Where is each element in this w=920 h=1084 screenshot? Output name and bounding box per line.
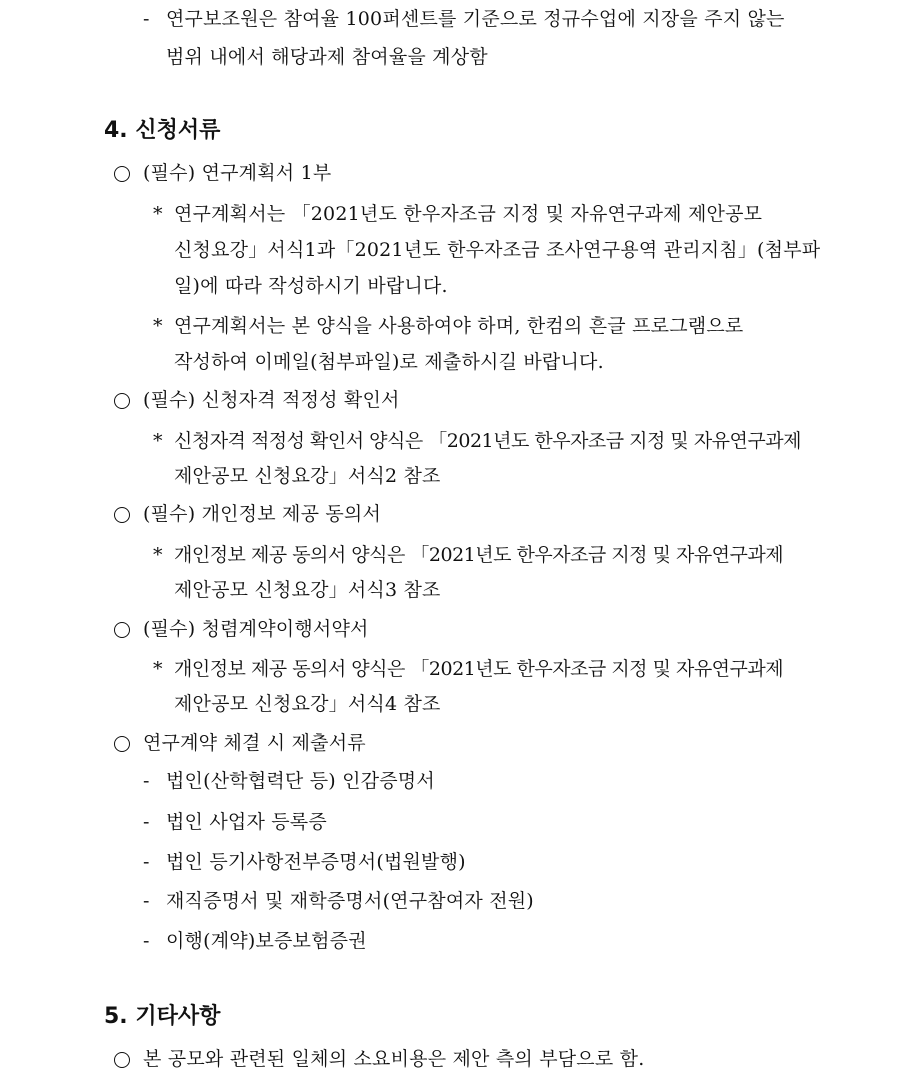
circle-bullet-icon xyxy=(114,393,130,409)
item-text: 연구보조원은 참여율 100퍼센트를 기준으로 정규수업에 지장을 주지 않는 xyxy=(166,8,785,30)
section-heading: 5. 기타사항 xyxy=(104,1004,221,1029)
note-text: 제안공모 신청요강」서식4 참조 xyxy=(174,693,441,715)
dash-marker: - xyxy=(143,890,150,912)
asterisk-marker: * xyxy=(153,658,163,680)
note-text: 개인정보 제공 동의서 양식은 「2021년도 한우자조금 지정 및 자유연구과제 xyxy=(174,658,784,680)
dash-marker: - xyxy=(143,811,150,833)
dash-text: 재직증명서 및 재학증명서(연구참여자 전원) xyxy=(166,890,534,912)
dash-text: 법인 사업자 등록증 xyxy=(166,811,327,833)
note-text: 연구계획서는 「2021년도 한우자조금 지정 및 자유연구과제 제안공모 xyxy=(174,203,763,225)
asterisk-marker: * xyxy=(153,315,163,337)
dash-marker: - xyxy=(143,8,150,30)
circle-bullet-icon xyxy=(114,507,130,523)
note-text: 신청자격 적정성 확인서 양식은 「2021년도 한우자조금 지정 및 자유연구과제 xyxy=(174,430,801,452)
dash-marker: - xyxy=(143,851,150,873)
dash-marker: - xyxy=(143,770,150,792)
asterisk-marker: * xyxy=(153,544,163,566)
note-text: 개인정보 제공 동의서 양식은 「2021년도 한우자조금 지정 및 자유연구과제 xyxy=(174,544,784,566)
item-label: 본 공모와 관련된 일체의 소요비용은 제안 측의 부담으로 함. xyxy=(143,1048,645,1070)
circle-bullet-icon xyxy=(114,166,130,182)
item-label: (필수) 개인정보 제공 동의서 xyxy=(143,503,382,525)
asterisk-marker: * xyxy=(153,430,163,452)
item-label: (필수) 신청자격 적정성 확인서 xyxy=(143,389,400,411)
circle-bullet-icon xyxy=(114,1052,130,1068)
item-text: 범위 내에서 해당과제 참여율을 계상함 xyxy=(166,46,488,68)
section-heading: 4. 신청서류 xyxy=(104,118,221,143)
item-label: (필수) 청렴계약이행서약서 xyxy=(143,618,369,640)
circle-bullet-icon xyxy=(114,622,130,638)
note-text: 신청요강」서식1과「2021년도 한우자조금 조사연구용역 관리지침」(첨부파 xyxy=(174,239,821,261)
dash-text: 법인(산학협력단 등) 인감증명서 xyxy=(166,770,435,792)
note-text: 제안공모 신청요강」서식3 참조 xyxy=(174,579,441,601)
dash-text: 법인 등기사항전부증명서(법원발행) xyxy=(166,851,466,873)
note-text: 작성하여 이메일(첨부파일)로 제출하시길 바랍니다. xyxy=(174,351,604,373)
dash-text: 이행(계약)보증보험증권 xyxy=(166,930,367,952)
note-text: 제안공모 신청요강」서식2 참조 xyxy=(174,465,441,487)
note-text: 일)에 따라 작성하시기 바랍니다. xyxy=(174,275,448,297)
circle-bullet-icon xyxy=(114,736,130,752)
note-text: 연구계획서는 본 양식을 사용하여야 하며, 한컴의 흔글 프로그램으로 xyxy=(174,315,744,337)
asterisk-marker: * xyxy=(153,203,163,225)
dash-marker: - xyxy=(143,930,150,952)
item-label: (필수) 연구계획서 1부 xyxy=(143,162,332,184)
item-label: 연구계약 체결 시 제출서류 xyxy=(143,732,366,754)
